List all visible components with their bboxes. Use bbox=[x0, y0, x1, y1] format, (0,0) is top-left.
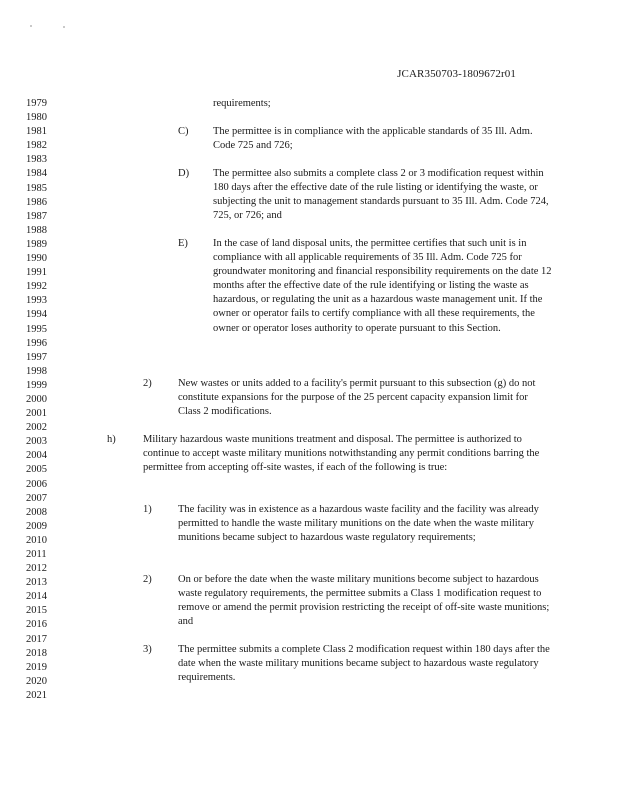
line-number: 1999 bbox=[26, 379, 47, 391]
item-h3-label: 3) bbox=[143, 644, 152, 655]
line-number-gutter bbox=[26, 97, 60, 703]
line-number: 2017 bbox=[26, 633, 47, 645]
line-number: 2010 bbox=[26, 534, 47, 546]
line-number: 1985 bbox=[26, 182, 47, 194]
line-number: 2000 bbox=[26, 393, 47, 405]
item-h-text: Military hazardous waste munitions treatment and disposal. The permittee is authorized to continue to accept waste military munitions notwithstanding any permit conditions barring the permittee from accepting off-site wastes, if each of the following is true: bbox=[143, 434, 540, 474]
line-number: 1979 bbox=[26, 98, 47, 109]
line-number: 2011 bbox=[26, 549, 47, 560]
line-number: 2001 bbox=[26, 408, 47, 420]
item-h2-text: On or before the date when the waste military munitions become subject to hazardous waste regulatory requirements, the permittee submits a Class 1 modification request to remove or amend the permit provision restricting the receipt of off-site waste munitions; and bbox=[178, 574, 550, 628]
line-number: 2007 bbox=[26, 492, 47, 504]
line-number: 2012 bbox=[26, 563, 47, 575]
line-number: 2005 bbox=[26, 464, 47, 476]
line-number: 1991 bbox=[26, 267, 47, 279]
item-e-label: E) bbox=[178, 238, 188, 249]
line-number: 1983 bbox=[26, 154, 47, 166]
line-number: 1989 bbox=[26, 238, 47, 250]
line-number: 1987 bbox=[26, 210, 47, 222]
line-number: 2021 bbox=[26, 689, 47, 701]
line-number: 1996 bbox=[26, 337, 47, 349]
scan-speck bbox=[30, 25, 32, 27]
line-number: 1995 bbox=[26, 323, 47, 335]
line-number: 1980 bbox=[26, 112, 47, 124]
item-h-label: h) bbox=[107, 434, 116, 445]
line-number: 1993 bbox=[26, 295, 47, 307]
line-number: 2015 bbox=[26, 605, 47, 617]
item-d-text: The permittee also submits a complete class 2 or 3 modification request within 180 days after the effective date of the rule listing or identifying the waste, or subjecting the unit to management standards pursuant to 35 Ill. Adm. Code 724, 725, or 726; and bbox=[213, 168, 549, 222]
continuation-text: requirements; bbox=[213, 98, 271, 109]
item-h2-label: 2) bbox=[143, 574, 152, 585]
line-number: 1998 bbox=[26, 365, 47, 377]
item-c-text: The permittee is in compliance with the applicable standards of 35 Ill. Adm. Code 725 and 726; bbox=[213, 126, 533, 152]
line-number: 1997 bbox=[26, 351, 47, 363]
item-c-label: C) bbox=[178, 126, 189, 137]
scan-speck bbox=[63, 26, 65, 28]
line-number: 2004 bbox=[26, 450, 47, 462]
line-number: 1984 bbox=[26, 168, 47, 180]
line-number: 2013 bbox=[26, 577, 47, 589]
line-number: 1986 bbox=[26, 196, 47, 208]
line-number: 2006 bbox=[26, 478, 47, 490]
item-h3-text: The permittee submits a complete Class 2 modification request within 180 days after the date when the waste military munitions became subject to hazardous waste regulatory requirements. bbox=[178, 644, 550, 684]
line-number: 2016 bbox=[26, 619, 47, 631]
item-g2-label: 2) bbox=[143, 378, 152, 389]
item-g2-text: New wastes or units added to a facility's permit pursuant to this subsection (g) do not constitute expansions for the purpose of the 25 percent capacity expansion limit for Class 2 modifications. bbox=[178, 378, 536, 418]
line-number: 1982 bbox=[26, 140, 47, 152]
line-number: 1981 bbox=[26, 126, 47, 138]
line-number: 1994 bbox=[26, 309, 47, 321]
line-number: 2009 bbox=[26, 520, 47, 532]
line-number: 1990 bbox=[26, 253, 47, 265]
line-number: 1988 bbox=[26, 224, 47, 236]
line-number: 2020 bbox=[26, 675, 47, 687]
line-number: 2014 bbox=[26, 591, 47, 603]
item-e-text: In the case of land disposal units, the permittee certifies that such unit is in compliance with all applicable requirements of 35 Ill. Adm. Code 725 for groundwater monitoring and financial responsibility requirements on the date 12 months after the effective date of the rule identifying or listing the waste as hazardous, or regulating the unit as a hazardous waste management unit. If the owner or operator fails to certify compliance with all these requirements, the owner or operator loses authority to operate pursuant to this Section. bbox=[213, 238, 552, 334]
item-h1-text: The facility was in existence as a hazardous waste facility and the facility was already permitted to handle the waste military munitions on the date when the waste military munitions became subject to hazardous waste regulatory requirements; bbox=[178, 504, 539, 544]
item-d-label: D) bbox=[178, 168, 190, 179]
line-number: 2018 bbox=[26, 647, 47, 659]
line-number: 2003 bbox=[26, 436, 47, 448]
item-h1-label: 1) bbox=[143, 504, 152, 515]
line-number: 2002 bbox=[26, 422, 47, 434]
line-number: 1992 bbox=[26, 281, 47, 293]
line-number: 2008 bbox=[26, 506, 47, 518]
line-number: 2019 bbox=[26, 661, 47, 673]
document-id: JCAR350703-1809672r01 bbox=[397, 68, 516, 80]
